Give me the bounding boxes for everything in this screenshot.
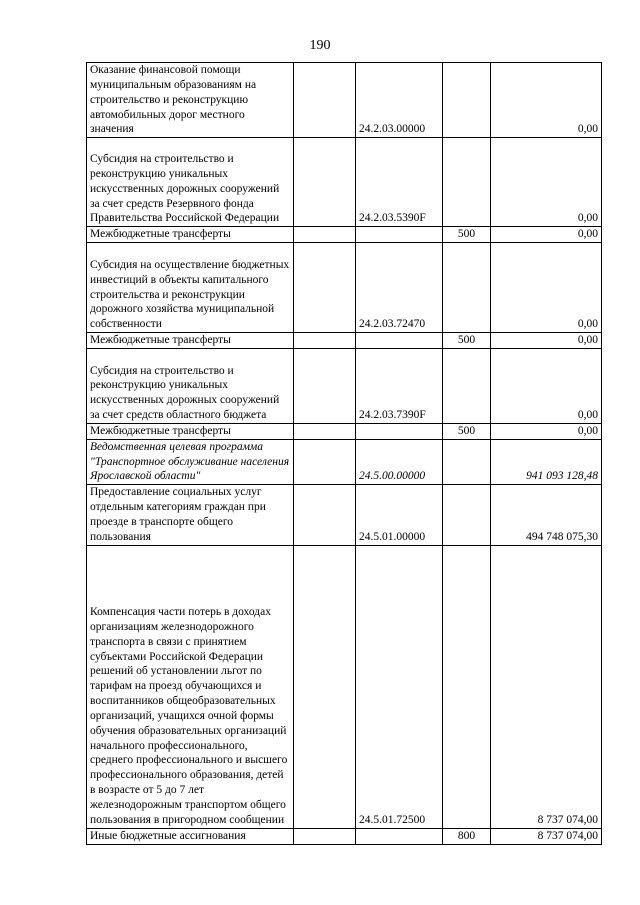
row-amount: 0,00 (491, 227, 602, 243)
row-code (356, 828, 443, 844)
empty-cell (294, 828, 356, 844)
table-row (87, 227, 602, 243)
row-type (443, 243, 491, 333)
row-amount: 0,00 (491, 423, 602, 439)
table-row (87, 138, 602, 227)
row-name: Межбюджетные трансферты (87, 423, 294, 439)
row-name: Межбюджетные трансферты (87, 333, 294, 349)
empty-cell (294, 485, 356, 545)
row-amount: 8 737 074,00 (491, 828, 602, 844)
row-type: 500 (443, 423, 491, 439)
row-type (443, 138, 491, 227)
row-name: Предоставление социальных услуг отдельным категориям граждан при проезде в транспорте общего пользования (87, 485, 294, 545)
row-code: 24.5.01.72500 (356, 545, 443, 828)
row-name: Компенсация части потерь в доходах организациям железнодорожного транспорта в связи с принятием субъектами Российской Федерации решений об установлении льгот по тарифам на проезд обучающихся и воспитанников общеобразовательных организаций, учащихся очной формы обучения образовательных организаций начального профессионального, среднего профессионального и высшего профессионального образования, детей в возрасте от 5 до 7 лет железнодорожным транспортом общего пользования в пригородном сообщении (87, 545, 294, 828)
table-row (87, 439, 602, 485)
table-row (87, 485, 602, 545)
row-type: 800 (443, 828, 491, 844)
row-code: 24.2.03.00000 (356, 63, 443, 138)
row-amount: 494 748 075,30 (491, 485, 602, 545)
empty-cell (294, 439, 356, 485)
row-type (443, 63, 491, 138)
row-name: Ведомственная целевая программа "Транспортное обслуживание населения Ярославской области" (87, 439, 294, 485)
empty-cell (294, 243, 356, 333)
row-code: 24.2.03.5390F (356, 138, 443, 227)
empty-cell (294, 545, 356, 828)
table-row (87, 243, 602, 333)
table-row (87, 63, 602, 138)
table-row (87, 828, 602, 844)
row-name: Межбюджетные трансферты (87, 227, 294, 243)
empty-cell (294, 138, 356, 227)
row-amount: 0,00 (491, 243, 602, 333)
empty-cell (294, 63, 356, 138)
row-code: 24.2.03.72470 (356, 243, 443, 333)
row-amount: 8 737 074,00 (491, 545, 602, 828)
table-row (87, 348, 602, 423)
row-type: 500 (443, 333, 491, 349)
empty-cell (294, 227, 356, 243)
row-name: Оказание финансовой помощи муниципальным образованиям на строительство и реконструкцию автомобильных дорог местного значения (87, 63, 294, 138)
table-row (87, 423, 602, 439)
budget-table (86, 62, 602, 845)
row-name: Субсидия на строительство и реконструкцию уникальных искусственных дорожных сооружений за счет средств областного бюджета (87, 348, 294, 423)
row-name: Субсидия на осуществление бюджетных инвестиций в объекты капитального строительства и реконструкции дорожного хозяйства муниципальной собственности (87, 243, 294, 333)
row-type (443, 439, 491, 485)
row-type (443, 485, 491, 545)
row-amount: 0,00 (491, 348, 602, 423)
row-type (443, 348, 491, 423)
row-code (356, 227, 443, 243)
row-code: 24.5.01.00000 (356, 485, 443, 545)
row-amount: 0,00 (491, 63, 602, 138)
row-amount: 941 093 128,48 (491, 439, 602, 485)
empty-cell (294, 348, 356, 423)
empty-cell (294, 333, 356, 349)
row-code: 24.5.00.00000 (356, 439, 443, 485)
row-type: 500 (443, 227, 491, 243)
table-row (87, 333, 602, 349)
table-row (87, 545, 602, 828)
row-code (356, 423, 443, 439)
empty-cell (294, 423, 356, 439)
row-code (356, 333, 443, 349)
row-amount: 0,00 (491, 333, 602, 349)
row-name: Субсидия на строительство и реконструкцию уникальных искусственных дорожных сооружений за счет средств Резервного фонда Правительства Российской Федерации (87, 138, 294, 227)
row-amount: 0,00 (491, 138, 602, 227)
row-code: 24.2.03.7390F (356, 348, 443, 423)
row-name: Иные бюджетные ассигнования (87, 828, 294, 844)
row-type (443, 545, 491, 828)
page-number: 190 (309, 38, 331, 53)
